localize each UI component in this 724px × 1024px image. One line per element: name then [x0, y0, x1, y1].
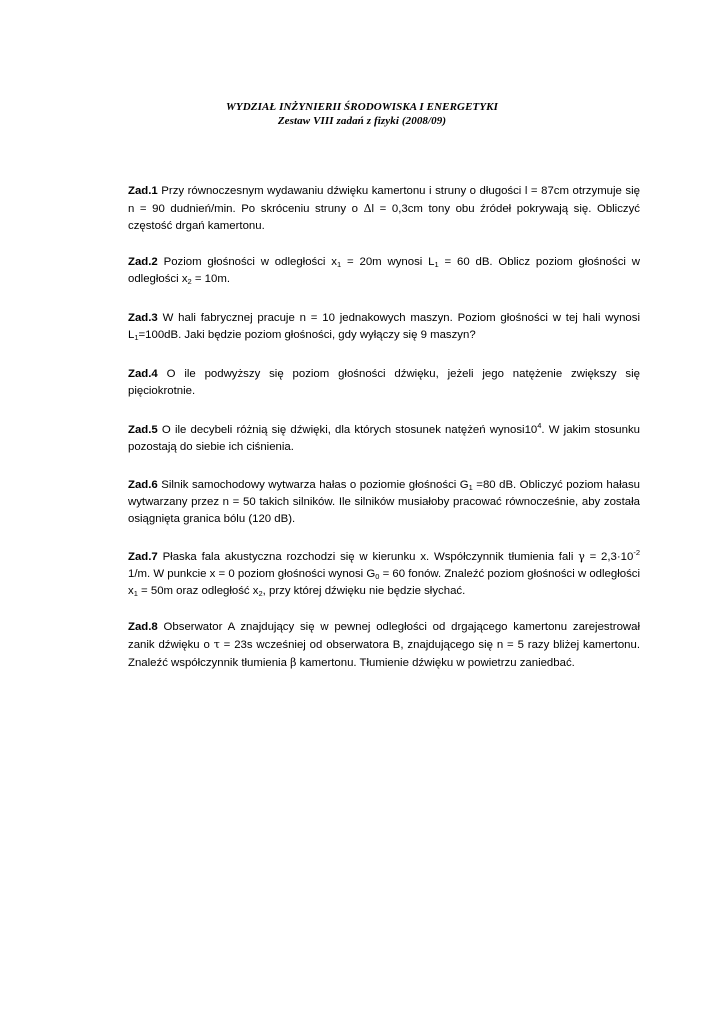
document-header	[0, 100, 724, 128]
problem-2-label: Zad.2	[128, 256, 158, 268]
subscript: 0	[375, 572, 380, 581]
problem-7-text: = 60 fonów. Znaleźć poziom głośności w odległości x	[128, 568, 640, 597]
subscript: 1	[337, 260, 342, 269]
problem-7	[128, 548, 640, 600]
subscript: 1	[434, 260, 439, 269]
subscript: 2	[258, 589, 263, 598]
problem-7-text: 1/m. W punkcie x = 0 poziom głośności wynosi G	[128, 568, 376, 580]
subscript: 1	[133, 589, 138, 598]
problem-8-text: = 23s wcześniej od obserwatora B, znajdującego się n = 5 razy bliżej kamertonu. Znaleźć współczynnik tłumienia	[128, 639, 640, 669]
problem-3-text: =100dB. Jaki będzie poziom głośności, gdy wyłączy się 9 maszyn?	[138, 329, 476, 341]
problem-8	[128, 619, 640, 672]
problem-3	[128, 310, 640, 344]
problem-5-text: . W jakim stosunku pozostają do siebie ich ciśnienia.	[128, 424, 640, 453]
subscript: 2	[187, 277, 192, 286]
problem-7-text: = 2,3·10	[584, 551, 634, 563]
problem-6-label: Zad.6	[128, 479, 158, 491]
problem-3-label: Zad.3	[128, 312, 158, 324]
subscript: 1	[134, 333, 139, 342]
problem-8-text: kamertonu. Tłumienie dźwięku w powietrzu zaniedbać.	[296, 657, 575, 669]
problem-2-text: Poziom głośności w odległości x	[157, 256, 337, 268]
superscript: 4	[537, 421, 542, 430]
problem-1	[128, 183, 640, 235]
problem-7-text: , przy której dźwięku nie będzie słychać.	[262, 585, 466, 597]
problem-3-text: W hali fabrycznej pracuje n = 10 jednakowych maszyn. Poziom głośności w tej hali wynosi L	[128, 312, 640, 341]
problem-2-text: = 20m wynosi L	[341, 256, 435, 268]
problem-6	[128, 477, 640, 528]
problem-7-text: = 50m oraz odległość x	[137, 585, 259, 597]
subscript: 1	[468, 483, 473, 492]
problem-2-text: = 10m.	[191, 273, 231, 285]
problem-2-text: = 60 dB. Oblicz poziom głośności w odległości x	[128, 256, 641, 285]
superscript: -2	[633, 548, 640, 557]
problem-7-text: Płaska fala akustyczna rozchodzi się w kierunku x. Współczynnik tłumienia fali	[157, 551, 579, 563]
problem-5-text: O ile decybeli różnią się dźwięki, dla których stosunek natężeń wynosi10	[157, 424, 538, 436]
delta-symbol: Δ	[363, 202, 372, 215]
problem-2	[128, 254, 640, 288]
problem-8-text: Obserwator A znajdujący się w pewnej odległości od drgającego kamertonu zarejestrował zanik dźwięku o	[128, 621, 640, 651]
faculty-title: WYDZIAŁ INŻYNIERII ŚRODOWISKA I ENERGETYKI	[226, 101, 498, 113]
tau-symbol: τ	[213, 638, 220, 651]
problem-set-title: Zestaw VIII zadań z fizyki (2008/09)	[277, 115, 447, 127]
problem-4-text: O ile podwyższy się poziom głośności dźwięku, jeżeli jego natężenie zwiększy się pięciokrotnie.	[128, 368, 640, 397]
problem-1-text: l = 0,3cm tony obu źródeł pokrywają się. Obliczyć częstość drgań kamertonu.	[128, 203, 640, 232]
problem-1-text: Przy równoczesnym wydawaniu dźwięku kamertonu i struny o długości l = 87cm otrzymuje się n = 90 dudnień/min. Po skróceniu struny o	[128, 185, 640, 215]
problem-6-text: =80 dB. Obliczyć poziom hałasu wytwarzany przez n = 50 takich silników. Ile silników musiałoby pracować równocześnie, aby została osiągnięta granica bólu (120 dB).	[128, 479, 640, 525]
problem-8-label: Zad.8	[128, 621, 158, 633]
problem-4-label: Zad.4	[128, 368, 158, 380]
gamma-symbol: γ	[578, 550, 585, 563]
problem-4	[128, 366, 640, 400]
problem-5	[128, 422, 640, 456]
beta-symbol: β	[290, 656, 297, 669]
problem-5-label: Zad.5	[128, 424, 158, 436]
problem-7-label: Zad.7	[128, 551, 158, 563]
problem-1-label: Zad.1	[128, 185, 158, 197]
problem-6-text: Silnik samochodowy wytwarza hałas o poziomie głośności G	[157, 479, 469, 491]
